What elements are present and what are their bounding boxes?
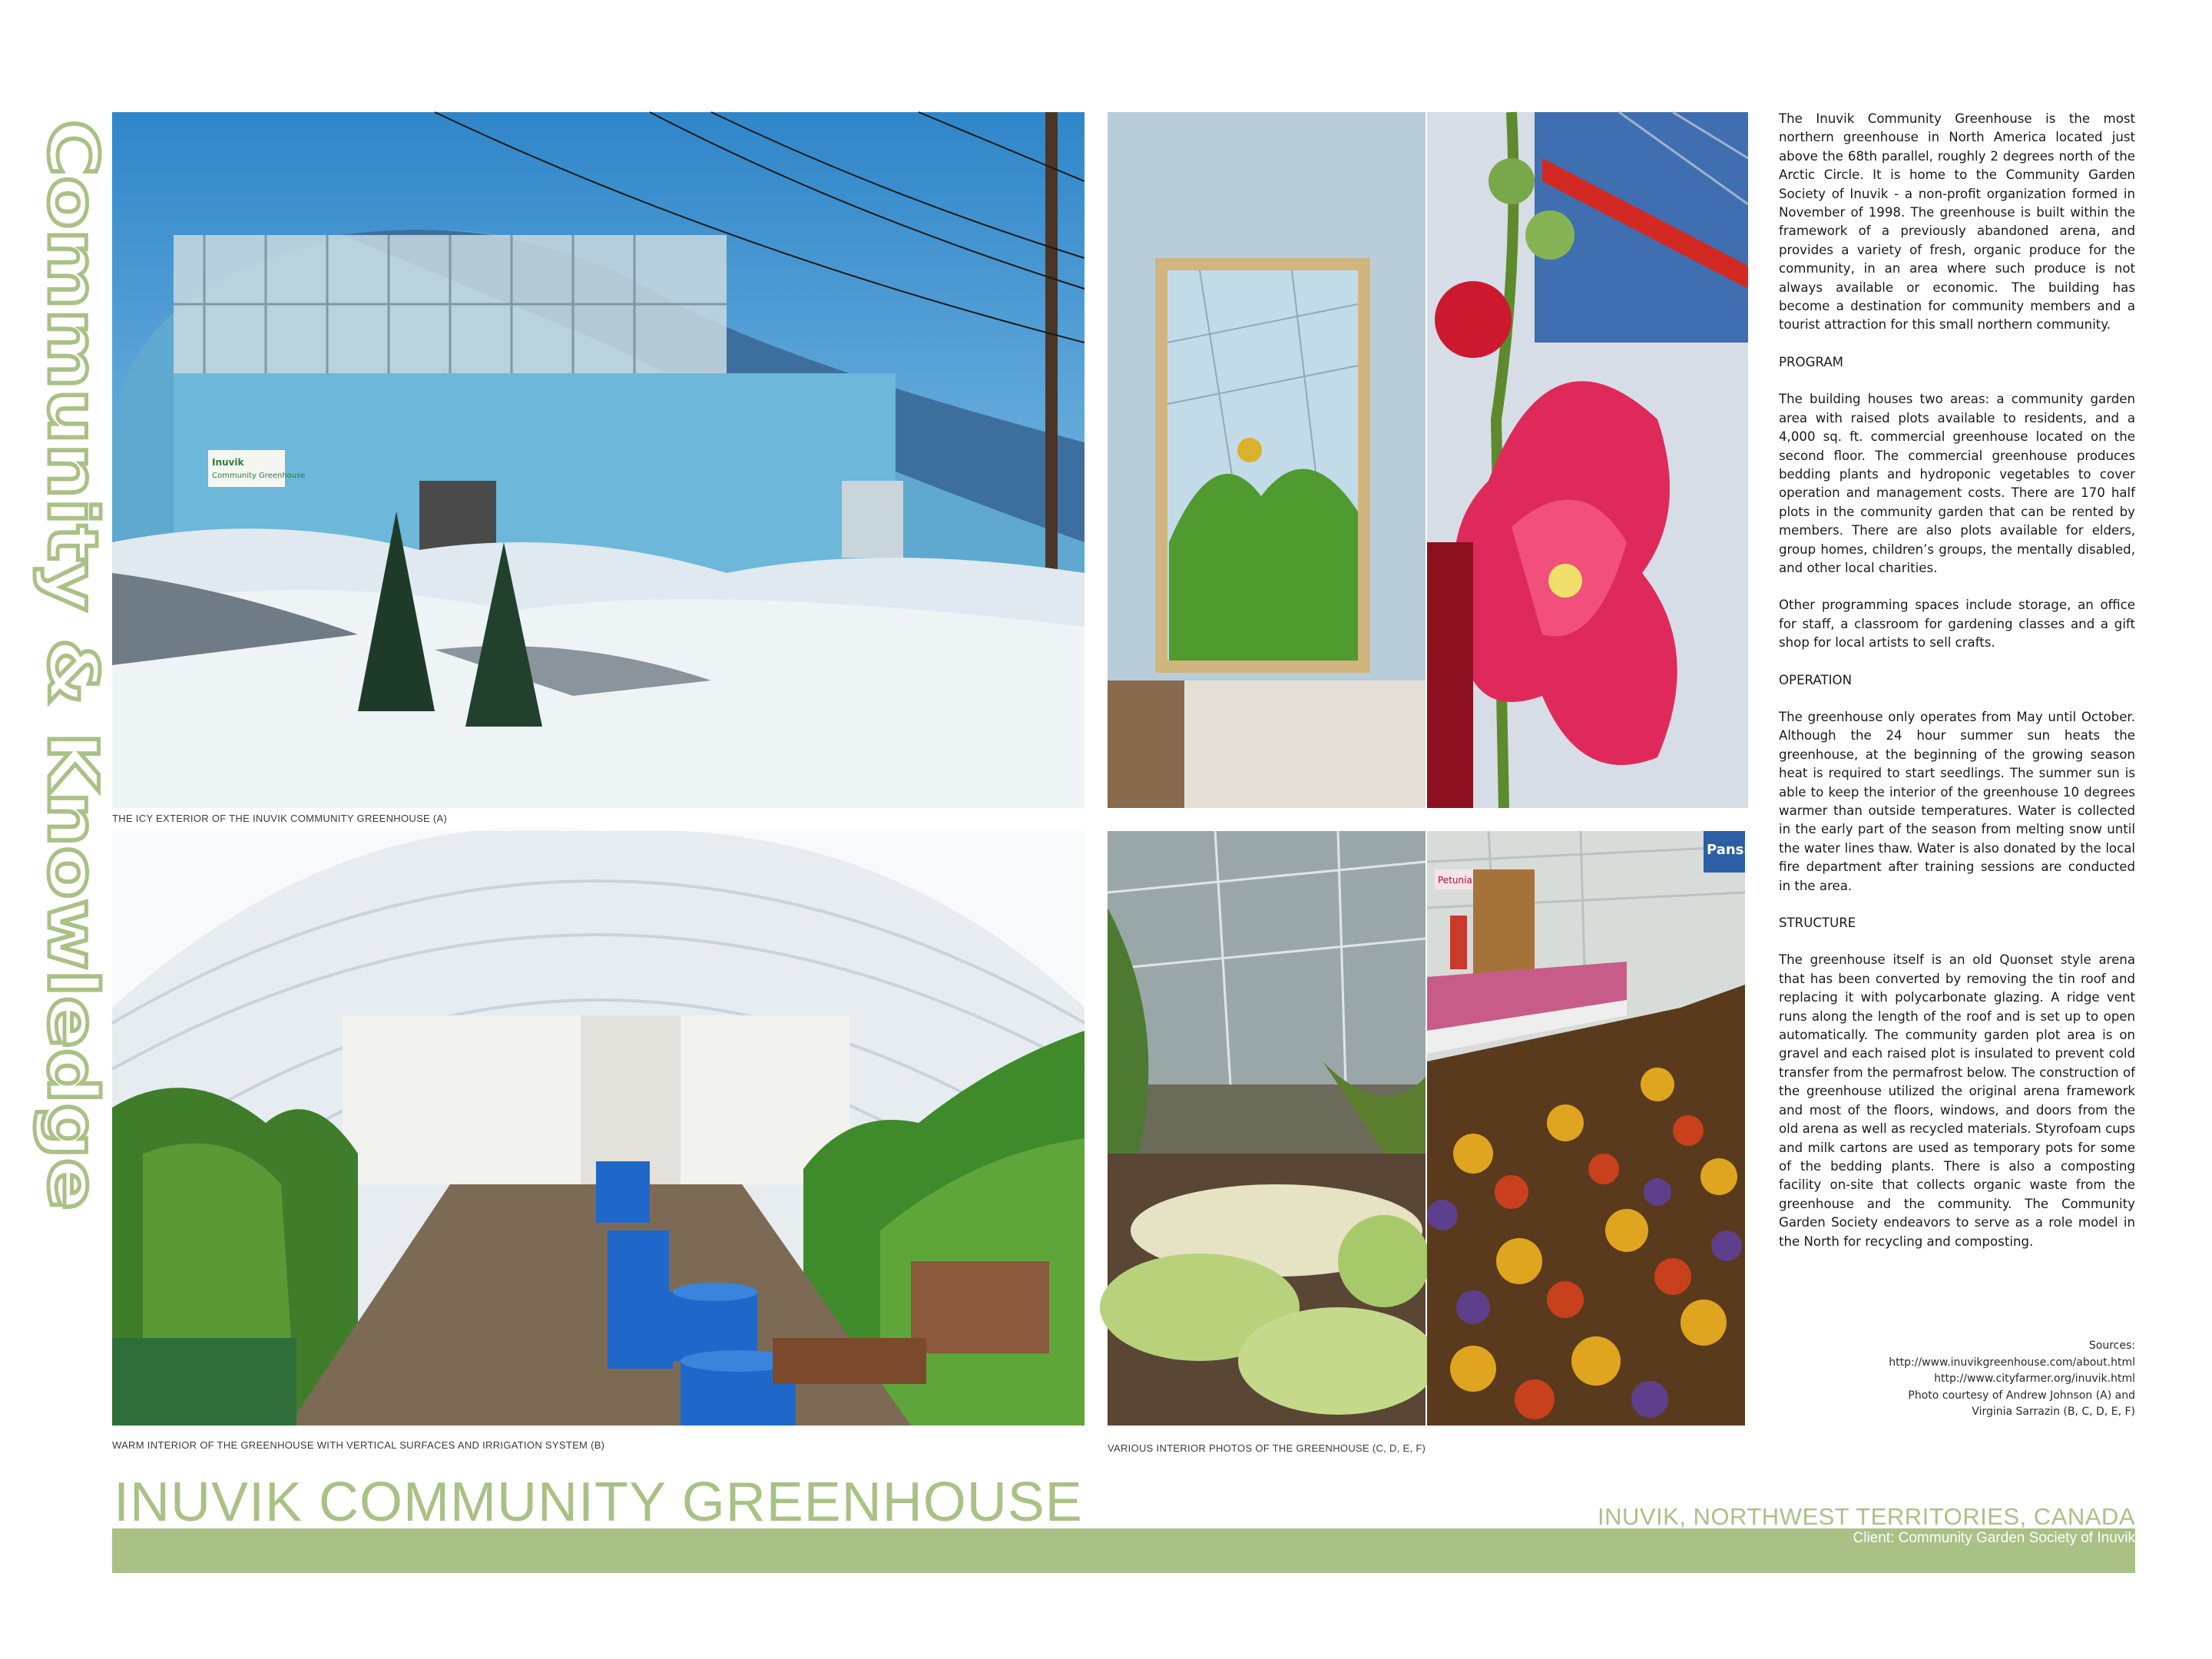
photo-credit-line: Photo courtesy of Andrew Johnson (A) and (1908, 1389, 2135, 1402)
petunia-sign-text: Petunia (1438, 875, 1472, 886)
program-paragraph-2: Other programming spaces include storage, an office for staff, a classroom for gardening classes and a gift shop for local artists to sell crafts. (1779, 598, 2135, 651)
structure-heading: STRUCTURE (1779, 916, 1856, 931)
photo-mirror-c (1108, 112, 1426, 808)
project-location: INUVIK, NORTHWEST TERRITORIES, CANADA (1597, 1503, 2135, 1530)
photo-hollyhock-d (1427, 112, 1748, 808)
caption-b: WARM INTERIOR OF THE GREENHOUSE WITH VERTICAL SURFACES AND IRRIGATION SYSTEM (B) (112, 1439, 605, 1451)
operation-paragraph: The greenhouse only operates from May until October. Although the 24 hour summer sun heats the greenhouse, at the beginning of the growing season heat is required to start seedlings. The summer sun is able to keep the interior of the greenhouse 10 degrees warmer than outside temperatures. Water is collected in the early part of the season from melting snow until the water lines thaw. Water is also donated by the local fire department after training sessions are conducted in the area. (1779, 709, 2135, 893)
project-title: INUVIK COMMUNITY GREENHOUSE (114, 1472, 1083, 1533)
photo-pansies-f (1427, 831, 1758, 1426)
photo-seedpods-e (1108, 831, 1426, 1426)
source-line[interactable]: http://www.inuvikgreenhouse.com/about.html (1889, 1356, 2135, 1369)
pansies-sign-text: Pansie (1707, 842, 1758, 858)
photo-exterior-a (112, 112, 1084, 808)
caption-cdef: VARIOUS INTERIOR PHOTOS OF THE GREENHOUSE (C, D, E, F) (1108, 1442, 1426, 1454)
structure-paragraph: The greenhouse itself is an old Quonset style arena that has been converted by removing the tin roof and replacing it with polycarbonate glazing. A ridge vent runs along the length of the roof and is set up to open automatically. The community garden plot area is on gravel and each raised plot is insulated to prevent cold transfer from the permafrost below. The construction of the greenhouse utilized the original arena framework and most of the floors, windows, and doors from the old arena as well as recycled materials. Styrofoam cups and milk cartons are used as temporary pots for some of the bedding plants. There is also a composting facility on-site that collects organic waste from the greenhouse and the community. The Community Garden Society endeavors to serve as a role model in the North for recycling and composting. (1779, 952, 2135, 1249)
client-line: Client: Community Garden Society of Inuvik (1853, 1530, 2135, 1546)
program-heading: PROGRAM (1779, 354, 1843, 369)
sources-block (1797, 1338, 2135, 1421)
operation-heading: OPERATION (1779, 672, 1852, 687)
photo-credit-line: Virginia Sarrazin (B, C, D, E, F) (1972, 1406, 2135, 1418)
footer-bar (112, 1528, 2135, 1573)
svg-text:Inuvik: Inuvik (212, 457, 244, 468)
sources-label: Sources: (2088, 1339, 2135, 1352)
program-paragraph-1: The building houses two areas: a community garden area with raised plots available to residents, and a 4,000 sq. ft. commercial greenhouse located on the second floor. The commercial greenhouse produces bedding plants and hydroponic vegetables to cover operation and management costs. There are 170 half plots in the community garden that can be rented by members. There are also plots available for elders, group homes, children’s groups, the mentally disabled, and other local charities. (1779, 392, 2135, 575)
svg-text:Community Greenhouse: Community Greenhouse (212, 472, 306, 480)
source-line[interactable]: http://www.cityfarmer.org/inuvik.html (1934, 1373, 2135, 1385)
vertical-title-text: Community & Knowledge (33, 120, 112, 1080)
body-text-column (1779, 110, 2135, 1270)
vertical-section-title (33, 114, 112, 1220)
photo-interior-b (112, 831, 1084, 1426)
intro-paragraph: The Inuvik Community Greenhouse is the most northern greenhouse in North America located just above the 68th parallel, roughly 2 degrees north of the Arctic Circle. It is home to the Community Garden Society of Inuvik - a non-profit organization formed in November of 1998. The greenhouse is built within the framework of a previously abandoned arena, and provides a variety of fresh, organic produce for the community, in an area where such produce is not always available or economic. The building has become a destination for community members and a tourist attraction for this small northern community. (1779, 111, 2135, 333)
caption-a: THE ICY EXTERIOR OF THE INUVIK COMMUNITY GREENHOUSE (A) (112, 813, 448, 824)
